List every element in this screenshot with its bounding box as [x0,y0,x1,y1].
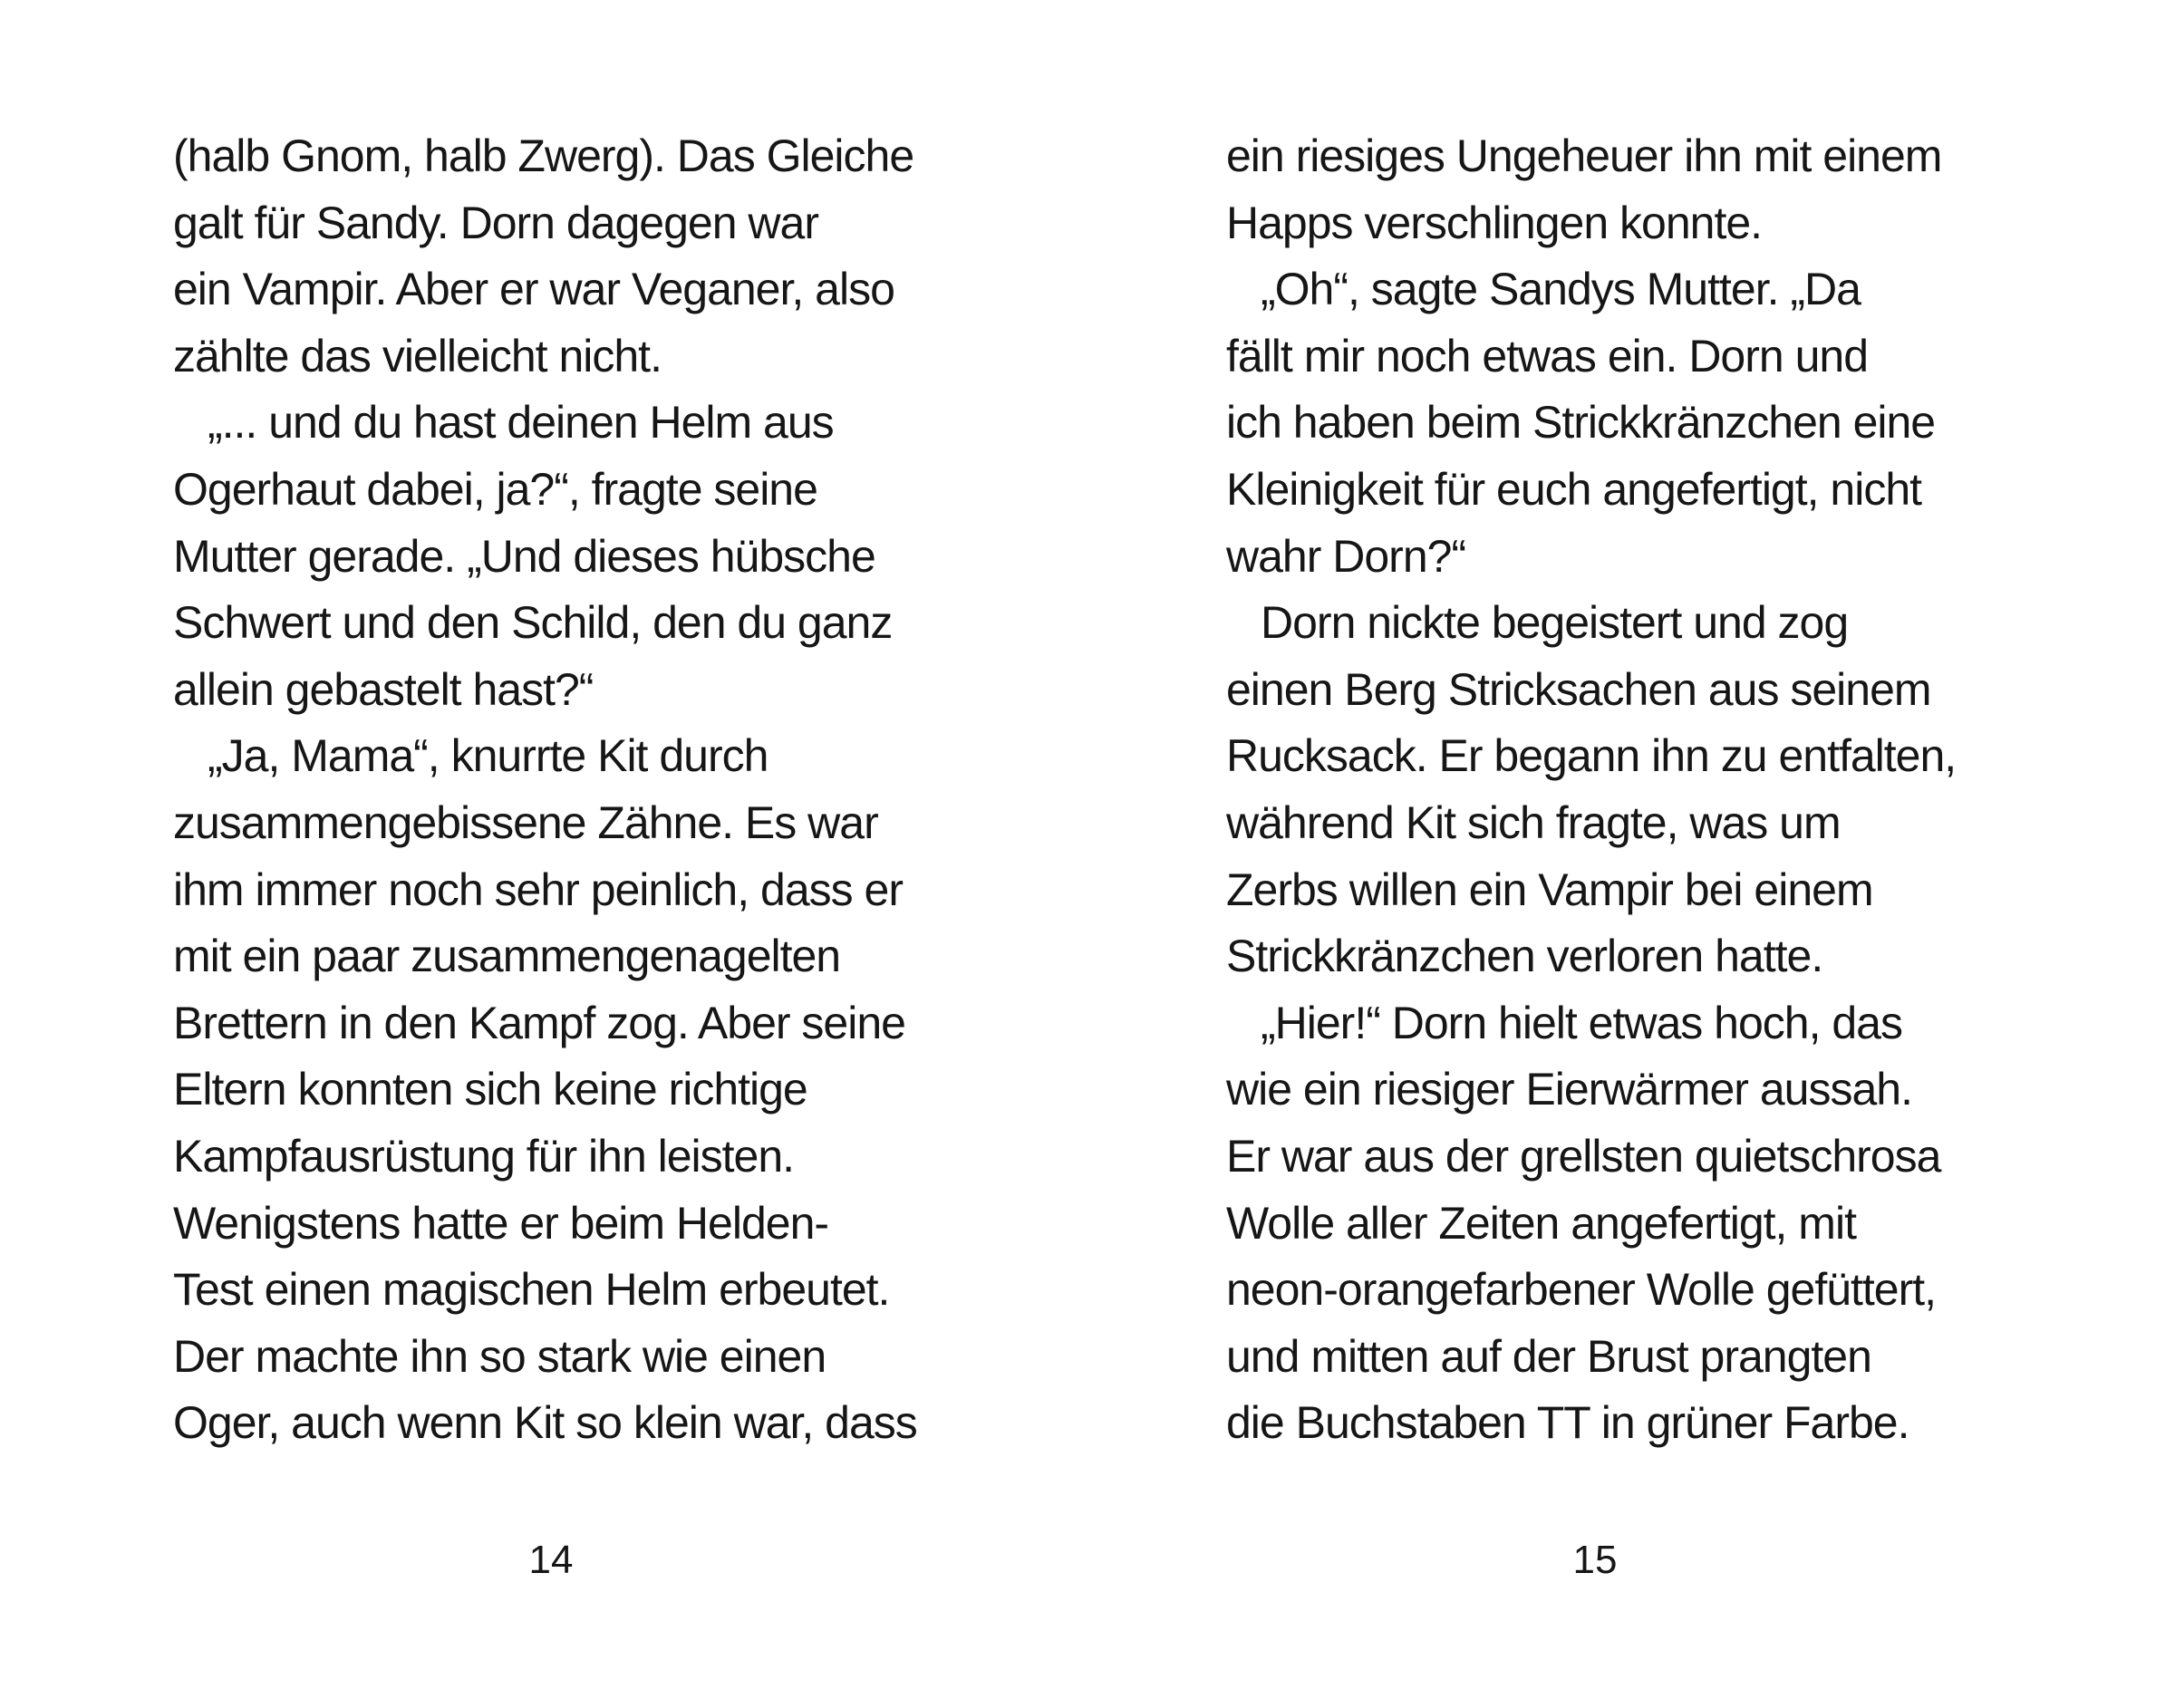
text-line: (halb Gnom, halb Zwerg). Das Gleiche [173,130,914,181]
text-line: Wolle aller Zeiten angefertigt, mit [1226,1197,1856,1249]
text-line: während Kit sich fragte, was um [1226,796,1841,848]
text-line: Zerbs willen ein Vampir bei einem [1226,864,1873,915]
text-line: Der machte ihn so stark wie einen [173,1330,826,1382]
text-line: Schwert und den Schild, den du ganz [173,597,893,649]
text-line: „Hier!“ Dorn hielt etwas hoch, das [1261,997,1902,1048]
text-line: Brettern in den Kampf zog. Aber seine [173,997,905,1048]
text-line: mit ein paar zusammengenagelten [173,931,841,982]
text-line: allein gebastelt hast?“ [173,663,594,715]
text-line: Er war aus der grellsten quietschrosa [1226,1130,1941,1182]
text-line: Eltern konnten sich keine richtige [173,1064,807,1115]
text-line: ich haben beim Strickkränzchen eine [1226,397,1936,449]
text-line: die Buchstaben TT in grüner Farbe. [1226,1397,1909,1449]
text-line: fällt mir noch etwas ein. Dorn und [1226,330,1869,381]
text-line: galt für Sandy. Dorn dagegen war [173,197,818,248]
text-line: „Ja, Mama“, knurrte Kit durch [208,730,768,782]
text-line: ein riesiges Ungeheuer ihn mit einem [1226,130,1942,181]
text-line: Dorn nickte begeistert und zog [1261,597,1849,649]
text-line: Rucksack. Er begann ihn zu entfalten, [1226,730,1957,782]
page-number-left: 14 [528,1538,574,1582]
text-line: „Oh“, sagte Sandys Mutter. „Da [1261,264,1861,315]
text-line: Wenigstens hatte er beim Helden- [173,1197,829,1249]
text-line: Oger, auch wenn Kit so klein war, dass [173,1397,917,1449]
text-line: ihm immer noch sehr peinlich, dass er [173,864,903,915]
text-line: Happs verschlingen konnte. [1226,197,1763,248]
left-page-text [173,123,917,1457]
right-page-text [1226,123,1956,1457]
text-line: neon-orangefarbener Wolle gefüttert, [1226,1264,1937,1316]
text-line: Kampfausrüstung für ihn leisten. [173,1130,795,1182]
text-line: wie ein riesiger Eierwärmer aussah. [1226,1064,1912,1115]
page-number-right: 15 [1572,1538,1618,1582]
text-line: wahr Dorn?“ [1226,530,1466,582]
text-line: Ogerhaut dabei, ja?“, fragte seine [173,463,817,515]
text-line: zusammengebissene Zähne. Es war [173,796,878,848]
text-line: zählte das vielleicht nicht. [173,330,662,381]
text-line: Mutter gerade. „Und dieses hübsche [173,530,875,582]
text-line: ein Vampir. Aber er war Veganer, also [173,264,894,315]
text-line: „... und du hast deinen Helm aus [208,397,834,449]
text-line: einen Berg Stricksachen aus seinem [1226,663,1931,715]
text-line: und mitten auf der Brust prangten [1226,1330,1871,1382]
text-line: Strickkränzchen verloren hatte. [1226,931,1823,982]
text-line: Test einen magischen Helm erbeutet. [173,1264,890,1316]
text-line: Kleinigkeit für euch angefertigt, nicht [1226,463,1922,515]
